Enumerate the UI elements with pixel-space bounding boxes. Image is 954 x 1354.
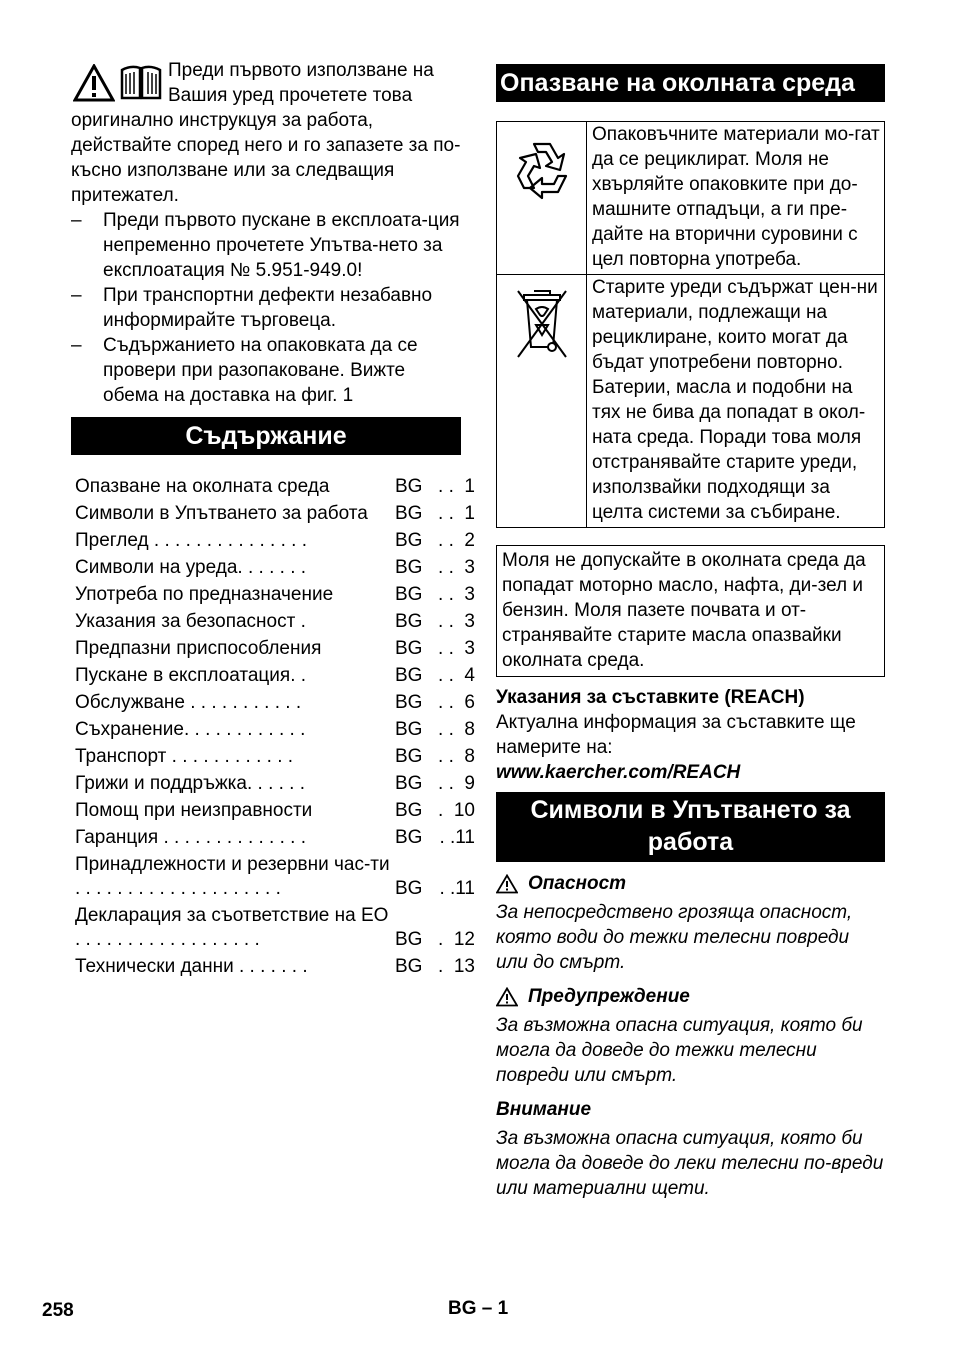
manual-book-icon <box>119 64 163 102</box>
toc-page: . . 1 <box>438 503 475 524</box>
warning-triangle-icon <box>73 64 115 102</box>
env-heading: Опазване на околната среда <box>496 64 885 102</box>
caution-heading <box>496 1097 885 1122</box>
intro-icons <box>73 64 163 104</box>
toc-entry[interactable] <box>71 902 475 953</box>
toc-entry[interactable] <box>71 797 475 824</box>
toc-lang: BG <box>395 638 423 659</box>
toc-page: . . 3 <box>438 611 475 632</box>
symbols-heading: Символи в Упътването за работа <box>496 792 885 862</box>
oil-notice-box: Моля не допускайте в околната среда да попадат моторно масло, нафта, ди-зел и бензин. Моля пазете почвата и от-странявайте старите масла опазвайки околната среда. <box>496 545 885 677</box>
toc-lang: BG <box>395 611 423 632</box>
toc-entry[interactable] <box>71 851 475 902</box>
toc-entry[interactable] <box>71 743 475 770</box>
toc-entry[interactable] <box>71 635 475 662</box>
toc-title: Опазване на околната среда <box>75 476 330 497</box>
table-of-contents <box>71 473 475 980</box>
toc-page: . . 4 <box>438 665 475 686</box>
toc-entry[interactable] <box>71 662 475 689</box>
toc-title: Указания за безопасност . <box>75 611 306 632</box>
table-row <box>497 122 885 275</box>
toc-lang: BG <box>395 800 423 821</box>
list-item: – При транспортни дефекти незабавно информирайте търговеца. <box>71 283 461 333</box>
page-number: 258 <box>42 1300 74 1321</box>
warning-label: Предупреждение <box>528 986 690 1007</box>
toc-title: Технически данни . . . . . . . <box>75 956 308 977</box>
toc-lang: BG <box>395 584 423 605</box>
toc-title: Употреба по предназначение <box>75 584 334 605</box>
toc-page: . . 8 <box>438 719 475 740</box>
toc-page: . . 3 <box>438 557 475 578</box>
toc-title: Съхранение. . . . . . . . . . . . <box>75 719 306 740</box>
intro-block <box>71 58 461 208</box>
list-item: – Преди първото пускане в експлоата-ция непременно прочетете Упътва-нето за експлоатация № 5.951-949.0! <box>71 208 461 283</box>
env-table <box>496 121 885 528</box>
toc-lang: BG <box>395 665 423 686</box>
warning-icon <box>496 874 518 894</box>
intro-line-2: Вашия уред прочетете това <box>168 85 413 106</box>
recycle-text: Опаковъчните материали мо-гат да се рециклират. Моля не хвърляйте опаковките при до-машните отпадъци, а ги пре-дайте на вторични суровини с цел повторна употреба. <box>587 122 885 275</box>
toc-entry[interactable] <box>71 608 475 635</box>
recycle-icon <box>504 132 580 208</box>
toc-lang: BG <box>395 827 423 848</box>
left-column <box>71 58 475 980</box>
toc-lang: BG <box>395 503 423 524</box>
toc-page: . . 6 <box>438 692 475 713</box>
toc-entry[interactable] <box>71 824 475 851</box>
danger-heading <box>496 871 885 896</box>
toc-entry[interactable] <box>71 770 475 797</box>
warning-text: За възможна опасна ситуация, която би могла да доведе до тежки телесни повреди или смърт. <box>496 1015 863 1086</box>
toc-page: . 10 <box>438 800 475 821</box>
toc-page: . .11 <box>439 827 475 848</box>
toc-title: Обслужване . . . . . . . . . . . <box>75 692 302 713</box>
caution-label: Внимание <box>496 1099 592 1120</box>
toc-lang: BG <box>395 692 423 713</box>
toc-title: Преглед . . . . . . . . . . . . . . . <box>75 530 307 551</box>
table-row <box>497 275 885 528</box>
toc-title: Помощ при неизправности <box>75 800 313 821</box>
toc-lang: BG <box>395 929 423 950</box>
toc-entry[interactable] <box>71 527 475 554</box>
intro-text: оригинално инструкцуя за работа, действайте според него и го запазете за по-късно използване или за следващия притежател. <box>71 110 461 206</box>
toc-title: Транспорт . . . . . . . . . . . . <box>75 746 294 767</box>
danger-label: Опасност <box>528 873 627 894</box>
toc-entry[interactable] <box>71 716 475 743</box>
warning-heading <box>496 984 885 1009</box>
toc-lang: BG <box>395 878 423 899</box>
toc-title: Символи в Упътването за работа <box>75 503 368 524</box>
toc-page: . . 3 <box>438 638 475 659</box>
toc-lang: BG <box>395 719 423 740</box>
page-reference: BG – 1 <box>448 1298 509 1319</box>
bin-cell <box>497 275 587 528</box>
toc-heading: Съдържание <box>71 417 461 455</box>
toc-title: Символи на уреда. . . . . . . <box>75 557 307 578</box>
toc-entry[interactable] <box>71 500 475 527</box>
recycle-cell <box>497 122 587 275</box>
toc-page: . . 9 <box>438 773 475 794</box>
toc-lang: BG <box>395 476 423 497</box>
toc-entry[interactable] <box>71 554 475 581</box>
right-column <box>496 64 885 1201</box>
toc-page: . 13 <box>438 956 475 977</box>
toc-lang: BG <box>395 746 423 767</box>
toc-page: . 12 <box>438 929 475 950</box>
list-item: – Съдържанието на опаковката да се провери при разопаковане. Вижте обема на доставка на фиг. 1 <box>71 333 461 408</box>
toc-page: . . 1 <box>438 476 475 497</box>
toc-title: Гаранция . . . . . . . . . . . . . . <box>75 827 307 848</box>
toc-title: Пускане в експлоатация. . <box>75 665 307 686</box>
crossed-out-bin-icon <box>514 285 570 363</box>
toc-entry[interactable] <box>71 953 475 980</box>
toc-title: Предпазни приспособления <box>75 638 322 659</box>
toc-lang: BG <box>395 956 423 977</box>
toc-lang: BG <box>395 557 423 578</box>
toc-entry[interactable] <box>71 581 475 608</box>
toc-entry[interactable] <box>71 473 475 500</box>
warning-icon <box>496 987 518 1007</box>
toc-page: . .11 <box>439 878 475 899</box>
caution-text: За възможна опасна ситуация, която би могла да доведе до леки телесни по-вреди или материални щети. <box>496 1128 884 1199</box>
reach-link[interactable]: www.kaercher.com/REACH <box>496 762 741 783</box>
toc-title: Грижи и поддръжка. . . . . . <box>75 773 306 794</box>
toc-page: . . 3 <box>438 584 475 605</box>
toc-title: Принадлежности и резервни час-ти . . . . . . . . . . . . . . . . . . . . <box>75 854 390 899</box>
bin-text: Старите уреди съдържат цен-ни материали, подлежащи на рециклиране, които могат да бъдат употребени повторно. Батерии, масла и подобни на тях не бива да попадат в окол-ната среда. Поради това моля отстранявайте старите уреди, използвайки подходящи за целта системи за събиране. <box>587 275 885 528</box>
reach-text: Актуална информация за съставките ще намерите на: <box>496 712 856 758</box>
danger-text: За непосредствено грозяща опасност, която води до тежки телесни повреди или до смърт. <box>496 902 853 973</box>
toc-title: Декларация за съответствие на ЕО . . . . . . . . . . . . . . . . . . <box>75 905 389 950</box>
toc-lang: BG <box>395 773 423 794</box>
reach-heading: Указания за съставките (REACH) <box>496 687 805 708</box>
toc-entry[interactable] <box>71 689 475 716</box>
toc-page: . . 2 <box>438 530 475 551</box>
toc-page: . . 8 <box>438 746 475 767</box>
toc-lang: BG <box>395 530 423 551</box>
intro-line-1: Преди първото използване на <box>168 60 434 81</box>
intro-bullet-list <box>71 208 461 408</box>
